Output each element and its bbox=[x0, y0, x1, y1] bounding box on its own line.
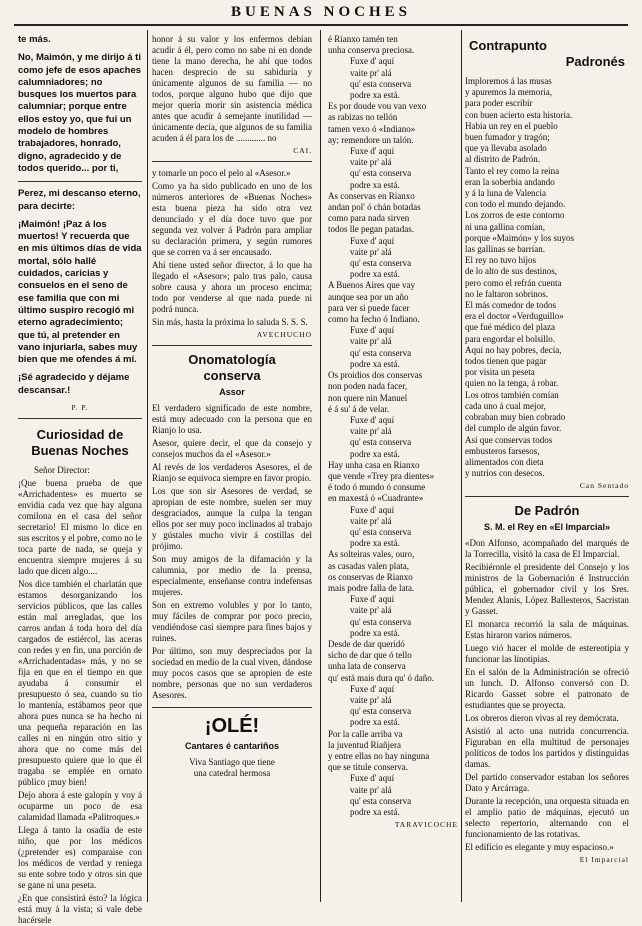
signature: TARAVICOCHE bbox=[394, 820, 458, 830]
signature: CAI. bbox=[293, 146, 312, 155]
verse-line: andan pol' ó chán botadas bbox=[328, 202, 421, 213]
verse-line: porque «Maimón» y los suyos bbox=[465, 232, 574, 243]
verse-line: Fuxe d' aquí bbox=[350, 773, 395, 784]
verse-line: vaite pr' alá bbox=[350, 605, 392, 616]
intro-line: te más. bbox=[18, 34, 51, 45]
verse-line: Fuxe d' aquí bbox=[350, 325, 395, 336]
verse-line: podre xa está. bbox=[350, 627, 400, 638]
letter-body: ¡Maimón! ¡Paz á los muertos! Y recuerda que en mis últimos días de vida mortal, sólo hallé cuidados, caricias y consuelos en el seno de ese familia que con mi último suspiro recogió mi eterno agradecimiento; que tú, al pretender en vano injuriarla, sabes muy bien que me ofendes á mí. bbox=[18, 218, 142, 366]
section-title: conserva bbox=[203, 368, 261, 383]
verse-line: Así que conservas todos bbox=[465, 434, 553, 445]
paragraph: Son en extremo volubles y por lo tanto, muy fáciles de comprar por poco precio, vendiéndose casi siempre para fines bajos y ruines. bbox=[152, 600, 312, 643]
verse-line: Fuxe d' aquí bbox=[350, 414, 395, 425]
divider bbox=[152, 345, 312, 346]
paragraph: Los que son sir Asesores de verdad, se apropian de este nombre, suelen ser muy desgraciados, aunque la culpa la tengan ellos por ser muy poco inclinados al trabajo y gústales mucho vivir á costillas del prójimo. bbox=[152, 486, 312, 551]
verse-line: y entre ellas no hay ninguna bbox=[328, 751, 430, 761]
verse-line: todos lle pegan patadas. bbox=[328, 224, 414, 235]
verse-line: cobraban muy bien cobrado bbox=[465, 412, 566, 423]
section-title: Onomatología bbox=[188, 352, 276, 367]
letter-closing: ¡Sé agradecido y déjame descansar.! bbox=[18, 372, 130, 396]
paragraph: Son muy amigos de la difamación y la calumnia, por medio de la prensa, especialmente, enseñanse contra indefensas mujeres. bbox=[152, 554, 312, 597]
verse-line: Los zorros de este contorno bbox=[465, 210, 565, 221]
verse-line: al distrito de Padrón. bbox=[465, 154, 540, 165]
verse-line: non poden nada facer, bbox=[328, 381, 408, 392]
verse-line: mais podre falla de lata. bbox=[328, 582, 415, 593]
section-title: Padronés bbox=[565, 54, 625, 69]
paragraph: Recibiéronle el presidente del Consejo y los ministros de la Gobernación é Instrucción pública, el gobernador civil y los Sres. Mendez Alanis, López Ballesteros, Sacristan y Gasset. bbox=[465, 562, 629, 617]
section-subtitle: S. M. el Rey en «El Imparcial» bbox=[483, 522, 611, 533]
section-title: Curiosidad de bbox=[36, 427, 124, 443]
verse-line: Aquí no hay pobres, decía, bbox=[465, 344, 562, 355]
paragraph: ¿En que consistirá ésto? la lógica está muy á la vista; si vale debe hacérsele bbox=[18, 893, 142, 926]
verse-line: é Rianxo tamén ten bbox=[328, 34, 398, 44]
section-title: De Padrón bbox=[514, 503, 580, 519]
verse-line: y á la luna de Valencia bbox=[465, 188, 547, 199]
divider bbox=[465, 496, 629, 497]
column-2 bbox=[152, 34, 312, 899]
verse-line: unha lata de conserva bbox=[328, 661, 406, 672]
verse-line: qu' esta conserva bbox=[350, 526, 412, 537]
paragraph: El verdadero significado de este nombre, está muy adecuado con la persona que en Rianjo lo usa. bbox=[152, 403, 312, 435]
verse-line: qu' esta conserva bbox=[350, 347, 412, 358]
verse-line: El más comedor de todos bbox=[465, 300, 556, 311]
paragraph: El monarca recorrió la sala de máquinas. Estas hiraron varios números. bbox=[465, 619, 629, 641]
paragraph: Los obreros dieron vivas al rey demócrata. bbox=[465, 713, 619, 724]
section-title: Contrapunto bbox=[469, 38, 547, 53]
paragraph: Del partido conservador estaban los señores Dato y Arcárraga. bbox=[465, 772, 629, 794]
signature: El Imparcial bbox=[579, 855, 629, 865]
verse-line: para engordar el bolsillo. bbox=[465, 333, 555, 344]
verse-line: podre xa está. bbox=[350, 807, 400, 818]
paragraph: Sin más, hasta la próxima lo saluda S. S. S. bbox=[152, 317, 308, 327]
verse-line: como ha fecho ó Indiano. bbox=[328, 314, 420, 325]
verse-line: podre xa está. bbox=[350, 717, 400, 728]
paragraph: El edificio es elegante y muy espacioso.» bbox=[465, 842, 614, 853]
column-divider bbox=[320, 30, 321, 902]
verse-line: no le faltaron sobrinos. bbox=[465, 288, 548, 299]
verse-line: as rabizas no tellón bbox=[328, 112, 398, 123]
paragraph: Dejo ahora á este galopín y voy á ocuparme un poco de esa calamidad llamada «Palitroques.» bbox=[18, 790, 142, 823]
verse-line: Desde de dar queridó bbox=[328, 638, 405, 649]
paragraph: Al revés de los verdaderos Asesores, el de Rianjo se equivoca siempre en favor propio. bbox=[152, 462, 312, 483]
column-divider bbox=[461, 30, 462, 902]
verse-line: é á su' á de velar. bbox=[328, 403, 390, 414]
paragraph: Ahí tiene usted señor director, á lo que ha llegado el «Asesor»; palo tras palo, causa sobre causa y ahora un proceso encima; todo por venderse al que nada puede ni podrá nunca. bbox=[152, 260, 312, 314]
verse-line: Viva Santiago que tiene bbox=[189, 757, 275, 767]
verse-line: El rey no tuvo hijos bbox=[465, 255, 536, 266]
salutation: Señor Director: bbox=[34, 465, 90, 476]
verse-line: ni una gallina comían, bbox=[465, 221, 545, 232]
verse-line: podre xa está. bbox=[350, 358, 400, 369]
signature: AVECHUCHO bbox=[256, 330, 312, 339]
paragraph: Por último, son muy despreciados por la sociedad en medio de la cual viven, dándose muy pocos casos que se apropien de este nombre, personas que no sun verdaderos Asesores. bbox=[152, 646, 312, 700]
verse-line: las gallinas se barrían. bbox=[465, 244, 545, 255]
verse-line: Los otros también comían bbox=[465, 389, 559, 400]
verse-line: qu' esta conserva bbox=[350, 706, 412, 717]
verse-line: y apuremos la memoria, bbox=[465, 87, 552, 98]
verse-line: os conservas de Rianxo bbox=[328, 571, 413, 582]
verse-line: y nutrios con desecos. bbox=[465, 468, 545, 479]
verse-line: é todo ó mundo ó consume bbox=[328, 482, 426, 493]
verse-line: era el doctor «Verduguillo» bbox=[465, 311, 564, 322]
verse-line: Fuxe d' aquí bbox=[350, 235, 395, 246]
divider bbox=[152, 161, 312, 162]
verse-line: Tanto el rey como la reina bbox=[465, 165, 560, 176]
verse-line: vaite pr' alá bbox=[350, 426, 392, 437]
verse-line: vaite pr' alá bbox=[350, 515, 392, 526]
verse-line: vaite pr' alá bbox=[350, 336, 392, 347]
verse-line: podre xa está. bbox=[350, 90, 400, 101]
verse-line: qu' esta conserva bbox=[350, 437, 412, 448]
intro-paragraph: No, Maimón, y me dirijo á ti como jefe de esos apaches calumniadores; no busques los muertos para calumniar; porque entre ellos estoy yo, que fui un modelo de hombres trabajadores, honrado, digno, agradecido y de todos querido... por ti, bbox=[18, 52, 142, 174]
verse-line: vaite pr' alá bbox=[350, 784, 392, 795]
verse-line: cada uno á cual mejor, bbox=[465, 400, 546, 411]
verse-line: como para nada sirven bbox=[328, 213, 410, 224]
verse-line: para poder escribir bbox=[465, 98, 533, 109]
verse-line: buen fumador y tragón; bbox=[465, 132, 550, 143]
masthead: BUENAS NOCHES bbox=[231, 4, 411, 20]
paragraph: Luego vió hacer el molde de estereotipia y funcionar las linotipias. bbox=[465, 643, 629, 665]
paragraph: Durante la recepción, una orquesta situada en el amplio patio de máquinas, ejecutó un selecto repertorio, alternando con el funcionamiento de las rotativas. bbox=[465, 796, 629, 840]
verse-line: ay; remendore un talón. bbox=[328, 134, 414, 145]
verse-line: Por la calle arriba va bbox=[328, 728, 403, 739]
verse-line: la juventud Riañjera bbox=[328, 739, 401, 750]
verse-line: del cumplo de algún favor. bbox=[465, 423, 562, 434]
paragraph: y tomarle un poco el pelo al «Asesor.» bbox=[152, 168, 291, 178]
section-title: ¡OLÉ! bbox=[204, 715, 260, 737]
verse-line: Fuxe d' aquí bbox=[350, 504, 395, 515]
verse-line: aunque sea por un año bbox=[328, 291, 409, 302]
verse-line: podre xa está. bbox=[350, 269, 400, 280]
verse-line: por visita un peseta bbox=[465, 367, 535, 378]
verse-line: eran la soberbia andando bbox=[465, 176, 555, 187]
signature: Can Sentado bbox=[579, 481, 629, 491]
poem bbox=[328, 34, 458, 818]
verse-line: tamen vexo ó «Indiano» bbox=[328, 123, 416, 134]
section-subtitle: Assor bbox=[219, 387, 245, 397]
verse-line: vaite pr' alá bbox=[350, 157, 392, 168]
verse-line: en maxestá ó «Cuadrante» bbox=[328, 493, 424, 504]
verse-line: podre xa está. bbox=[350, 179, 400, 190]
column-3 bbox=[328, 34, 458, 899]
paragraph: Llega á tanto la osadía de este niño, que por los médicos (¿pretender es) comparaise con los médicos de verdad y reniega su ente sobre todo y otros sin que se gane ni una peseta. bbox=[18, 825, 142, 891]
verse-line: que fué médico del plaza bbox=[465, 322, 555, 333]
verse-line: para ver si puede facer bbox=[328, 302, 410, 313]
verse-line: vaite pr' alá bbox=[350, 246, 392, 257]
column-1 bbox=[18, 34, 142, 926]
column-divider bbox=[147, 30, 148, 902]
paragraph: Asistió al acto una nutrida concurrencia. Figuraban en ella multitud de personajes políticos de todos los partidos y distinguidas damas. bbox=[465, 726, 629, 770]
verse-line: que se titule conserva. bbox=[328, 762, 408, 773]
signature: P. P. bbox=[71, 403, 89, 413]
section-subtitle: Cantares é cantariños bbox=[184, 741, 280, 751]
verse-line: todos tienen que pagar bbox=[465, 356, 547, 367]
verse-line: qu' esta conserva bbox=[350, 616, 412, 627]
letter-continuation: Perez, mi descanso eterno, para decirte: bbox=[18, 188, 141, 212]
paragraph: Como ya ha sido publicado en uno de los números anteriores de «Buenas Noches» esta buena pieza ha sido otra vez denunciado y el día doce tuvo que por segunda vez volver á Padrón para ampliar su declaración primera, y según rumores que se corren va á ser encausado. bbox=[152, 181, 312, 257]
masthead-rule bbox=[14, 24, 628, 26]
verse-line: qu' esta conserva bbox=[350, 168, 412, 179]
verse-line: As conservas en Rianxo bbox=[328, 190, 415, 201]
verse-line: qu' esta conserva bbox=[350, 258, 412, 269]
verse-line: qu' esta conserva bbox=[350, 78, 412, 89]
paragraph: Asesor, quiere decir, el que da consejo y consejos muchos da el «Asesor.» bbox=[152, 438, 312, 459]
verse-line: de lo alto de sus destinos, bbox=[465, 266, 557, 277]
section-title: Buenas Noches bbox=[31, 443, 129, 459]
verse-line: Fuxe d' aquí bbox=[350, 594, 395, 605]
column-4 bbox=[465, 34, 629, 899]
verse-line: as casadas valen plata, bbox=[328, 560, 409, 571]
verse-line: unha conserva preciosa. bbox=[328, 45, 415, 56]
paragraph: «Don Alfonso, acompañado del marqués de la Torrecilla, visitó la casa de El Imparcial. bbox=[465, 538, 629, 560]
verse-line: quien no la tenga, á robar. bbox=[465, 378, 559, 389]
verse-line: Os proidíos dos conservas bbox=[328, 370, 423, 381]
verse-line: Fuxe d' aquí bbox=[350, 146, 395, 157]
paragraph: ¡Que buena prueba de que «Arrichadentes» es muerto se envidia cada vez que hay alguna comilona en el casa del señor secretario! El mismo lo dice en sus escritos y el pobre, como no le toca parte de nada, se queja y encuentra siempre mujeres á su lado que dicen algo.... bbox=[18, 478, 142, 577]
paragraph: honor á su valor y los enfermos debían acudir á él, pero como no sabe ni en donde tiene la mano derecha, he ahí que todos hacen desprecio de su sabiduría y únicamente algunos de su familia — no todos, porque alguno hubo que dijo que mejor quería morir sin asistencia médica antes que acudir á semejante inutilidad — únicamente decía, que algunos de su familia acuden á él para los de ............. no bbox=[152, 34, 312, 143]
divider bbox=[152, 707, 312, 708]
verse-line: que vende «Trey pra dientes» bbox=[328, 470, 435, 481]
verse-line: sicho de dar que ó tello bbox=[328, 650, 412, 661]
verse-line: qu' está mais dura qu' ó daño. bbox=[328, 672, 434, 683]
verse-line: vaite pr' alá bbox=[350, 694, 392, 705]
verse-line: Había un rey en el pueblo bbox=[465, 120, 558, 131]
paragraph: En el salón de la Administración se ofreció un lunch. D. Alfonso conversó con D. Ricardo Gasset sobre el patronato de estudiantes que se proyecta. bbox=[465, 667, 629, 711]
verse-line: alimentados con dieta bbox=[465, 456, 544, 467]
verse-line: qu' esta conserva bbox=[350, 795, 412, 806]
verse-line: vaite pr' alá bbox=[350, 67, 392, 78]
paragraph: Nos dice también el charlatán que estamos desorganizando los servicios públicos, que las calles están mal arregladas, que los carros andan á toda hora del día cargados de estiércol, las aceras con redes y en fin, una porción de «Arrichadentadas» más, y no se fija en que en el tiempo en que ayudaba á consumir el presupuesto ó sea, cuando su tío lo mantenía, estábamos peor que ahora pues nunca se ha hecho ni una pequeña reparación en las calles ni en ningún otro sitio y ahora que no come más del presupuesto quiere que lo que él tragaba se emplée en ornato público ¡muy bien! bbox=[18, 579, 142, 788]
verse-line: Fuxe d' aquí bbox=[350, 683, 395, 694]
poem bbox=[465, 76, 629, 479]
verse-line: podre xa está. bbox=[350, 448, 400, 459]
divider bbox=[18, 418, 142, 419]
verse-line: non quere nin Manuel bbox=[328, 392, 408, 403]
verse-line: pero como el refrán cuenta bbox=[465, 277, 562, 288]
verse-line: As solteiras vales, ouro, bbox=[328, 549, 415, 560]
verse-line: A Buenos Aires que vay bbox=[328, 280, 415, 291]
verse-line: Imploremos á las musas bbox=[465, 76, 552, 86]
verse-line: embusteros farsesos, bbox=[465, 445, 540, 456]
verse-line: Fuxe d' aquí bbox=[350, 56, 395, 67]
verse-line: con todo el mundo dejando. bbox=[465, 199, 566, 210]
verse-line: una catedral hermosa bbox=[193, 768, 271, 779]
verse-line: podre xa está. bbox=[350, 538, 400, 549]
divider bbox=[18, 181, 142, 182]
verse-line: con buen acierto esta historia. bbox=[465, 109, 573, 120]
verse-line: Hay unha casa en Rianxo bbox=[328, 459, 420, 470]
verse-line: Es por doude vou van vexo bbox=[328, 101, 427, 112]
verse-line: que ya llevaba asolado bbox=[465, 143, 547, 154]
